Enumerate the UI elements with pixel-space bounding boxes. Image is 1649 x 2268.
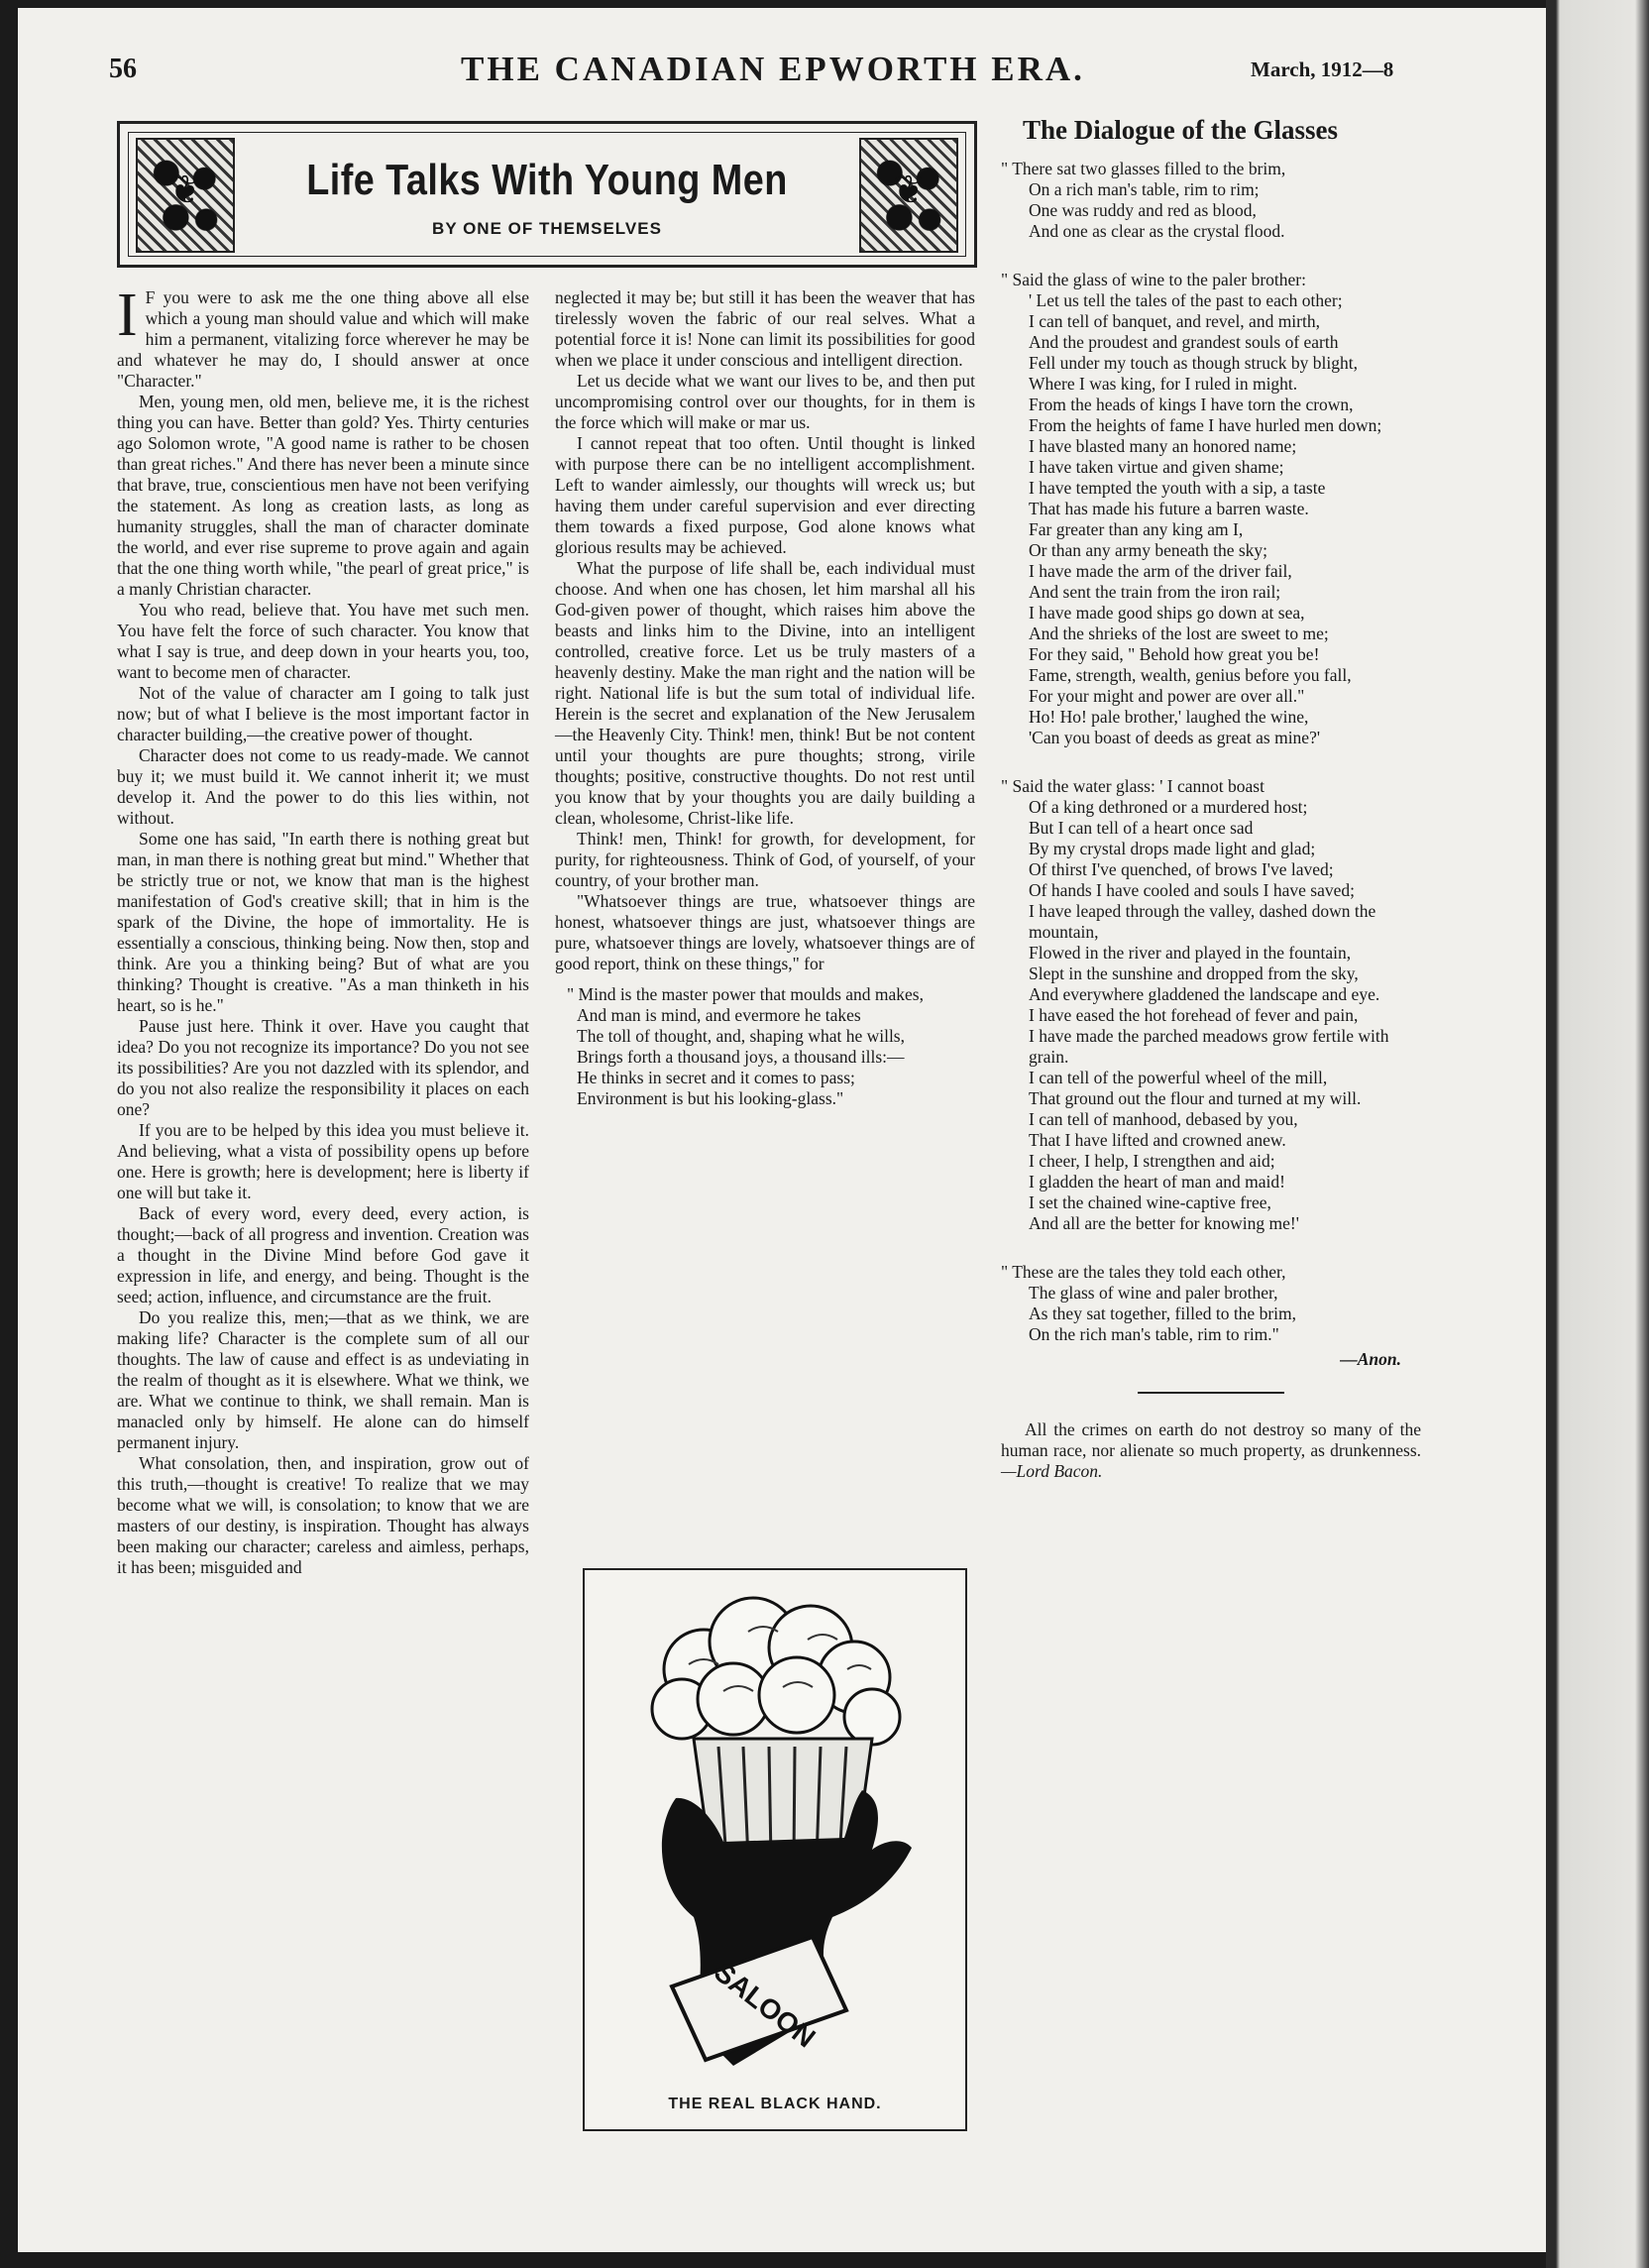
poem-line: And everywhere gladdened the landscape and eye. — [1029, 984, 1380, 1004]
article-paragraph: I F you were to ask me the one thing above all else which a young man should value and which will make him a permanent, vitalizing force wherever he may be and whatever he may do, I should answer at once "Character." — [117, 282, 529, 391]
poem-stanza — [1001, 270, 1421, 748]
poem-column — [1001, 159, 1421, 1482]
article-column-1 — [117, 282, 529, 1578]
poem-line: The glass of wine and paler brother, — [1029, 1283, 1278, 1303]
poem-line: " These are the tales they told each other, — [1001, 1262, 1286, 1282]
article-title-box — [117, 121, 977, 268]
article-paragraph: "Whatsoever things are true, whatsoever things are honest, whatsoever things are just, whatsoever things are pure, whatsoever things are lovely, whatsoever things are of good report, think on these things," for — [555, 891, 975, 973]
article-paragraph: Let us decide what we want our lives to be, and then put uncompromising control over our thoughts, for in them is the force which will make or mar us. — [555, 371, 975, 432]
poem-line: I have tempted the youth with a sip, a taste — [1029, 478, 1326, 498]
poem-line: Flowed in the river and played in the fountain, — [1029, 943, 1352, 963]
poem-line: And the shrieks of the lost are sweet to me; — [1029, 624, 1329, 643]
article-paragraph: Think! men, Think! for growth, for development, for purity, for righteousness. Think of God, of yourself, of your country, of your brother man. — [555, 829, 975, 890]
article-paragraph: If you are to be helped by this idea you must believe it. And believing, what a vista of possibility opens up before one. Here is growth; here is development; here is liberty if one will but take it. — [117, 1120, 529, 1202]
drop-cap: I — [117, 282, 138, 349]
poem-line: I can tell of banquet, and revel, and mirth, — [1029, 311, 1320, 331]
page-header — [109, 48, 1397, 97]
magazine-title: THE CANADIAN EPWORTH ERA. — [461, 50, 1085, 88]
article-byline: BY ONE OF THEMSELVES — [432, 219, 662, 238]
verse-line: " Mind is the master power that moulds and makes, — [567, 984, 924, 1004]
poem-line: On a rich man's table, rim to rim; — [1029, 179, 1260, 199]
poem-line: As they sat together, filled to the brim, — [1029, 1304, 1297, 1323]
poem-line: Of hands I have cooled and souls I have saved; — [1029, 880, 1355, 900]
poem-line: I have taken virtue and given shame; — [1029, 457, 1284, 477]
saloon-band-text: SALOON — [709, 1956, 822, 2054]
article-paragraph: What consolation, then, and inspiration, grow out of this truth,—thought is creative! To realize that we may become what we will, is consolation; to know that we are masters of our destiny, is inspiration. Thought has always been making our character; careless and aimless, perhaps, it has been; misguided and — [117, 1453, 529, 1577]
article-paragraph: neglected it may be; but still it has been the weaver that has tirelessly woven the fabric of our real selves. What a potential force it is! None can limit its possibilities for good when we place it under conscious and intelligent direction. — [555, 287, 975, 370]
article-paragraph: Not of the value of character am I going to talk just now; but of what I believe is the most important factor in character building,—the creative power of thought. — [117, 683, 529, 744]
article-paragraph: Back of every word, every deed, every action, is thought;—back of all progress and invention. Creation was a thought in the Divine Mind before God gave it expression in life, and energy, and being. Thought is the seed; action, influence, and circumstance are the fruit. — [117, 1203, 529, 1306]
article-paragraph: Some one has said, "In earth there is nothing great but man, in man there is nothing great but mind." Whether that be strictly true or not, we know that man is the highest manifestation of God's creative skill; that in him is the spark of the Divine, the hope of immortality. He is essentially a conscious, thinking being. Now then, stop and think. Are you a thinking being? But of what are you thinking? Thought is creative. "As a man thinketh in his heart, so is he." — [117, 829, 529, 1015]
verse-line: He thinks in secret and it comes to pass; — [577, 1068, 855, 1087]
poem-line: Of a king dethroned or a murdered host; — [1029, 797, 1308, 817]
poem-line: And one as clear as the crystal flood. — [1029, 221, 1285, 241]
poem-line: I have made good ships go down at sea, — [1029, 603, 1305, 623]
poem-line: By my crystal drops made light and glad; — [1029, 839, 1316, 858]
quote-text: All the crimes on earth do not destroy so many of the human race, nor alienate so much property, as drunkenness. — [1001, 1419, 1421, 1460]
article-paragraph: Character does not come to us ready-made. We cannot buy it; we must build it. We cannot inherit it; we must develop it. And the power to do this lies within, not without. — [117, 745, 529, 828]
poem-stanza — [1001, 1262, 1421, 1345]
poem-line: I have made the arm of the driver fail, — [1029, 561, 1292, 581]
verse-line: And man is mind, and evermore he takes — [577, 1005, 861, 1025]
article-paragraph: I cannot repeat that too often. Until thought is linked with purpose there can be no intelligent accomplishment. Left to wander aimlessly, our thoughts will wreck us; but having them under careful supervision and ever directing them towards a fixed purpose, God alone knows what glorious results may be achieved. — [555, 433, 975, 557]
illustration-caption: THE REAL BLACK HAND. — [668, 2096, 882, 2112]
article-paragraph: Pause just here. Think it over. Have you caught that idea? Do you not recognize its importance? Do you not see its possibilities? Are you not dazzled with its splendor, and do you not also realize the responsibility it places on each one? — [117, 1016, 529, 1119]
verse-line: Environment is but his looking-glass." — [577, 1088, 844, 1108]
poem-line: That has made his future a barren waste. — [1029, 499, 1309, 518]
cartoon-illustration — [583, 1568, 967, 2131]
inset-verse — [555, 984, 975, 1109]
page-number: 56 — [109, 54, 137, 84]
verse-line: The toll of thought, and, shaping what he wills, — [577, 1026, 905, 1046]
poem-line: I have leaped through the valley, dashed down the mountain, — [1029, 901, 1376, 942]
poem-line: Slept in the sunshine and dropped from the sky, — [1029, 964, 1359, 983]
poem-line: " Said the glass of wine to the paler brother: — [1001, 270, 1306, 289]
page-spine — [1546, 0, 1649, 2268]
ornament-glyph-icon: ❦ — [168, 168, 202, 213]
poem-line: That I have lifted and crowned anew. — [1029, 1130, 1286, 1150]
poem-line: Or than any army beneath the sky; — [1029, 540, 1268, 560]
poem-line: I cheer, I help, I strengthen and aid; — [1029, 1151, 1275, 1171]
poem-line: One was ruddy and red as blood, — [1029, 200, 1257, 220]
poem-line: But I can tell of a heart once sad — [1029, 818, 1254, 838]
article-paragraph: You who read, believe that. You have met such men. You have felt the force of such character. You know that what I say is true, and deep down in your hearts you, too, want to become men of character. — [117, 600, 529, 682]
verse-line: Brings forth a thousand joys, a thousand ills:— — [577, 1047, 905, 1067]
issue-date: March, 1912—8 — [1251, 57, 1394, 81]
poem-line: I have eased the hot forehead of fever and pain, — [1029, 1005, 1359, 1025]
poem-stanza — [1001, 159, 1421, 242]
poem-line: Ho! Ho! pale brother,' laughed the wine, — [1029, 707, 1309, 727]
poem-line: Of thirst I've quenched, of brows I've laved; — [1029, 859, 1334, 879]
poem-line: And the proudest and grandest souls of earth — [1029, 332, 1339, 352]
poem-line: From the heights of fame I have hurled men down; — [1029, 415, 1382, 435]
poem-line: Fame, strength, wealth, genius before you fall, — [1029, 665, 1352, 685]
article-title: Life Talks With Young Men — [306, 156, 788, 204]
poem-line: ' Let us tell the tales of the past to each other; — [1029, 290, 1343, 310]
poem-stanza — [1001, 776, 1421, 1234]
section-divider — [1138, 1392, 1284, 1394]
quote-attribution: —Lord Bacon. — [1001, 1461, 1103, 1481]
article-paragraph: Men, young men, old men, believe me, it is the richest thing you can have. Better than gold? Yes. Thirty centuries ago Solomon wrote, "A good name is rather to be chosen than great riches." And there has never been a minute since that brave, true, conscientious men have not been verifying the statement. As long as creation lasts, as long as humanity struggles, shall the man of character dominate the world, and ever rise supreme to prove again and again that the one thing worth while, "the pearl of great price," is a manly Christian character. — [117, 392, 529, 599]
poem-line: I set the chained wine-captive free, — [1029, 1192, 1271, 1212]
poem-line: " There sat two glasses filled to the brim, — [1001, 159, 1286, 178]
poem-line: 'Can you boast of deeds as great as mine?' — [1029, 728, 1320, 747]
poem-line: Where I was king, for I ruled in might. — [1029, 374, 1298, 394]
poem-line: From the heads of kings I have torn the crown, — [1029, 395, 1354, 414]
poem-line: I have made the parched meadows grow fertile with grain. — [1029, 1026, 1389, 1067]
poem-line: I can tell of manhood, debased by you, — [1029, 1109, 1298, 1129]
poem-line: And all are the better for knowing me!' — [1029, 1213, 1299, 1233]
poem-attribution: —Anon. — [1340, 1349, 1401, 1369]
poem-line: That ground out the flour and turned at my will. — [1029, 1088, 1362, 1108]
poem-line: For they said, " Behold how great you be! — [1029, 644, 1320, 664]
ornament-glyph-icon: ❦ — [892, 168, 926, 213]
poem-line: And sent the train from the iron rail; — [1029, 582, 1281, 602]
poem-line: For your might and power are over all." — [1029, 686, 1305, 706]
black-hand-glass-icon — [585, 1570, 965, 2129]
poem-line: I gladden the heart of man and maid! — [1029, 1172, 1285, 1191]
article-paragraph: Do you realize this, men;—that as we think, we are making life? Character is the complete sum of all our thoughts. The law of cause and effect is as undeviating in the realm of thought as it is elsewhere. What we think, we are. What we continue to think, we shall remain. Man is manacled only by himself. He alone can do himself permanent injury. — [117, 1307, 529, 1452]
bacon-quote — [1001, 1419, 1421, 1482]
poem-title: The Dialogue of the Glasses — [1023, 115, 1339, 145]
poem-line: " Said the water glass: ' I cannot boast — [1001, 776, 1264, 796]
poem-line: Far greater than any king am I, — [1029, 519, 1244, 539]
poem-line: I have blasted many an honored name; — [1029, 436, 1297, 456]
article-paragraph: What the purpose of life shall be, each individual must choose. And when one has chosen, let him marshal all his God-given power of thought, which raises him above the beasts and links him to the Divine, into an intelligent controlled, creative force. Let us be truly masters of a heavenly destiny. Make the man right and the nation will be right. National life is but the sum total of individual life. Herein is the secret and explanation of the New Jerusalem—the Heavenly City. Think! men, think! But be not content until your thoughts are pure thoughts; strong, virile thoughts; positive, constructive thoughts. Do not rest until you know that by your thoughts you are daily building a clean, wholesome, Christ-like life. — [555, 558, 975, 828]
poem-line: Fell under my touch as though struck by blight, — [1029, 353, 1358, 373]
poem-line: On the rich man's table, rim to rim." — [1029, 1324, 1279, 1344]
poem-line: I can tell of the powerful wheel of the mill, — [1029, 1068, 1328, 1087]
article-column-2 — [555, 287, 975, 1109]
